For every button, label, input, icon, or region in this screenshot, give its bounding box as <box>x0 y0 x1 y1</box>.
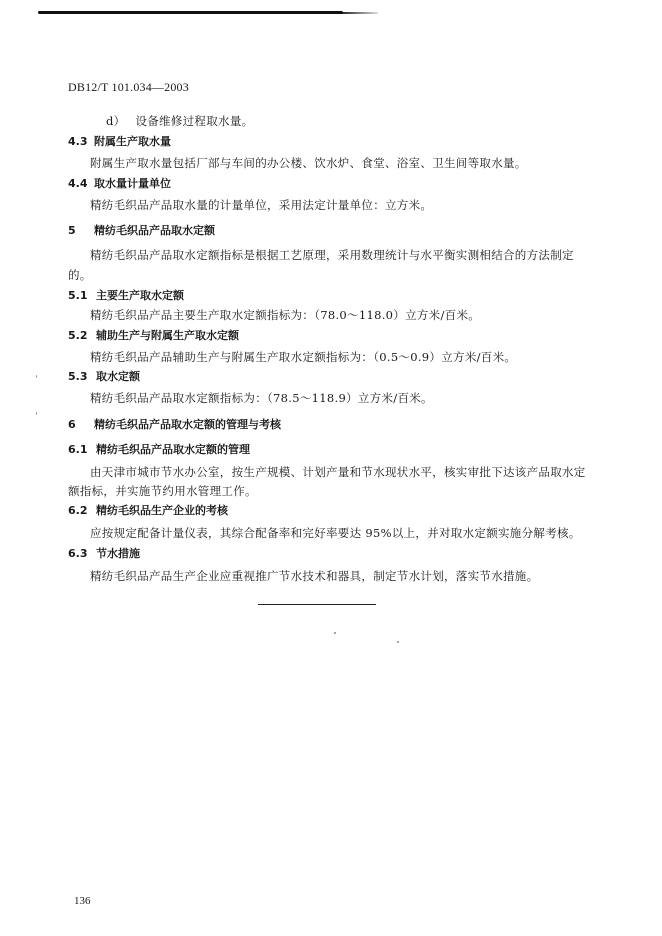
section-heading-6-3 <box>68 547 140 561</box>
paragraph-6-3: 精纺毛织品产品生产企业应重视推广节水技术和器具，制定节水计划，落实节水措施。 <box>90 569 539 583</box>
scan-speck <box>36 412 37 415</box>
section-heading-5-2 <box>68 329 239 343</box>
section-title: 取水量计量单位 <box>94 177 171 190</box>
section-number: 6.3 <box>68 547 88 560</box>
section-number: 4.4 <box>68 177 88 190</box>
section-heading-5 <box>68 224 215 238</box>
section-title: 附属生产取水量 <box>94 135 171 148</box>
section-heading-5-1 <box>68 289 184 303</box>
section-number: 4.3 <box>68 135 88 148</box>
section-number: 6 <box>68 418 76 431</box>
paragraph-5-1: 精纺毛织品产品主要生产取水定额指标为：（78.0～118.0）立方米/百米。 <box>90 308 481 322</box>
paragraph-4-4: 精纺毛织品产品取水量的计量单位，采用法定计量单位：立方米。 <box>90 198 433 212</box>
paragraph-5-2: 精纺毛织品产品辅助生产与附属生产取水定额指标为：（0.5～0.9）立方米/百米。 <box>90 350 517 364</box>
paragraph-5-line-1: 精纺毛织品产品取水定额指标是根据工艺原理，采用数理统计与水平衡实测相结合的方法制定 <box>90 248 574 262</box>
section-heading-6-2 <box>68 504 228 518</box>
section-title: 取水定额 <box>96 370 140 383</box>
section-title: 精纺毛织品产品取水定额的管理 <box>96 443 250 456</box>
scan-speck <box>334 632 336 634</box>
section-number: 6.1 <box>68 443 88 456</box>
list-item-label: d） <box>106 114 126 128</box>
paragraph-6-2: 应按规定配备计量仪表，其综合配备率和完好率要达 95%以上，并对取水定额实施分解考核。 <box>90 526 581 540</box>
scan-speck <box>36 375 37 378</box>
section-title: 主要生产取水定额 <box>96 289 184 302</box>
section-heading-6-1 <box>68 443 250 457</box>
section-number: 5.1 <box>68 289 88 302</box>
paragraph-6-1-line-1: 由天津市城市节水办公室，按生产规模、计划产量和节水现状水平，核实审批下达该产品取水定 <box>90 465 586 479</box>
header-rule <box>38 11 343 14</box>
end-of-document-rule <box>258 604 376 605</box>
section-number: 5.2 <box>68 329 88 342</box>
paragraph-6-1-line-2: 额指标，并实施节约用水管理工作。 <box>68 484 257 498</box>
section-heading-5-3 <box>68 370 140 384</box>
section-title: 精纺毛织品产品取水定额的管理与考核 <box>94 418 281 431</box>
standard-code: DB12/T 101.034—2003 <box>68 80 189 94</box>
page-number: 136 <box>74 895 91 907</box>
section-heading-4-4 <box>68 177 171 191</box>
scan-speck <box>397 641 399 643</box>
section-title: 节水措施 <box>96 547 140 560</box>
section-number: 6.2 <box>68 504 88 517</box>
paragraph-5-3: 精纺毛织品产品取水定额指标为：（78.5～118.9）立方米/百米。 <box>90 391 433 405</box>
section-heading-4-3 <box>68 135 171 149</box>
list-item-text: 设备维修过程取水量。 <box>135 114 254 128</box>
list-item-d <box>106 114 253 128</box>
section-title: 精纺毛织品产品取水定额 <box>94 224 215 237</box>
section-number: 5.3 <box>68 370 88 383</box>
paragraph-5-line-2: 的。 <box>68 268 92 282</box>
paragraph-4-3: 附属生产取水量包括厂部与车间的办公楼、饮水炉、食堂、浴室、卫生间等取水量。 <box>90 156 527 170</box>
section-number: 5 <box>68 224 76 237</box>
section-title: 精纺毛织品生产企业的考核 <box>96 504 228 517</box>
section-heading-6 <box>68 418 281 432</box>
section-title: 辅助生产与附属生产取水定额 <box>96 329 239 342</box>
